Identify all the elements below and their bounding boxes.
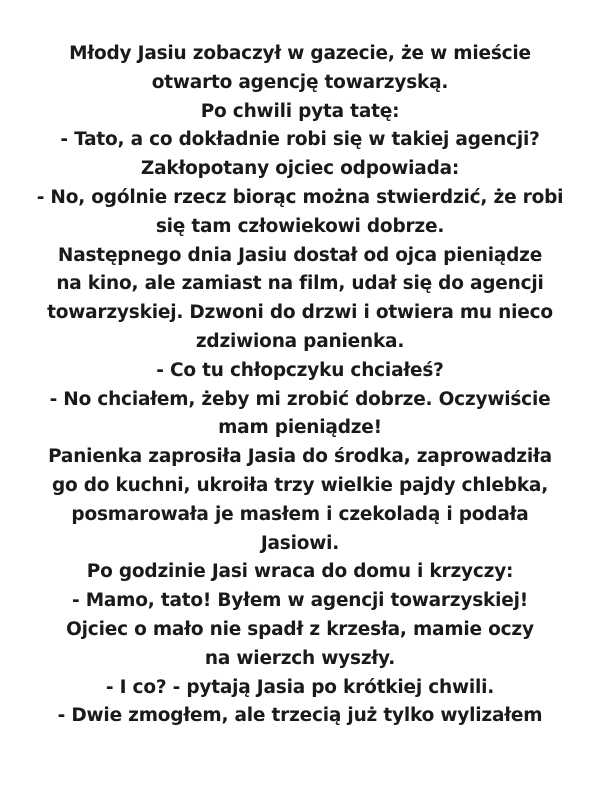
- text-line: Panienka zaprosiła Jasia do środka, zaprowadziła: [48, 446, 552, 468]
- text-line: Młody Jasiu zobaczył w gazecie, że w mieście: [69, 43, 531, 64]
- text-line: Zakłopotany ojciec odpowiada:: [140, 158, 460, 180]
- text-line: się tam człowiekowi dobrze.: [155, 215, 445, 237]
- text-line: - I co? - pytają Jasia po krótkiej chwili.: [105, 676, 495, 698]
- joke-text-block: [0, 40, 600, 731]
- text-line: zdziwiona panienka.: [195, 330, 405, 352]
- text-line: Ojciec o mało nie spadł z krzesła, mamie oczy: [66, 618, 534, 640]
- text-line: - Dwie zmogłem, ale trzecią już tylko wylizałem: [57, 705, 543, 727]
- text-line: Po chwili pyta tatę:: [200, 100, 400, 122]
- text-line: - Mamo, tato! Byłem w agencji towarzyskiej!: [71, 590, 529, 612]
- text-line: - Tato, a co dokładnie robi się w takiej agencji?: [60, 129, 540, 151]
- text-line: na wierzch wyszły.: [204, 647, 396, 669]
- text-line: posmarowała je masłem i czekoladą i podała: [71, 503, 529, 525]
- text-line: - No, ogólnie rzecz biorąc można stwierdzić, że robi: [36, 186, 564, 208]
- text-line: Po godzinie Jasi wraca do domu i krzyczy:: [86, 561, 514, 583]
- text-line: towarzyskiej. Dzwoni do drzwi i otwiera mu nieco: [47, 302, 553, 324]
- text-line: Jasiowi.: [260, 532, 340, 554]
- text-line: na kino, ale zamiast na film, udał się do agencji: [56, 273, 544, 295]
- text-line: - No chciałem, żeby mi zrobić dobrze. Oczywiście: [49, 388, 551, 410]
- text-line: otwarto agencję towarzyską.: [151, 71, 449, 93]
- text-line: - Co tu chłopczyku chciałeś?: [156, 359, 444, 381]
- text-line: mam pieniądze!: [218, 417, 382, 439]
- text-line: Następnego dnia Jasiu dostał od ojca pieniądze: [57, 244, 543, 266]
- text-line: go do kuchni, ukroiła trzy wielkie pajdy chlebka,: [51, 474, 549, 496]
